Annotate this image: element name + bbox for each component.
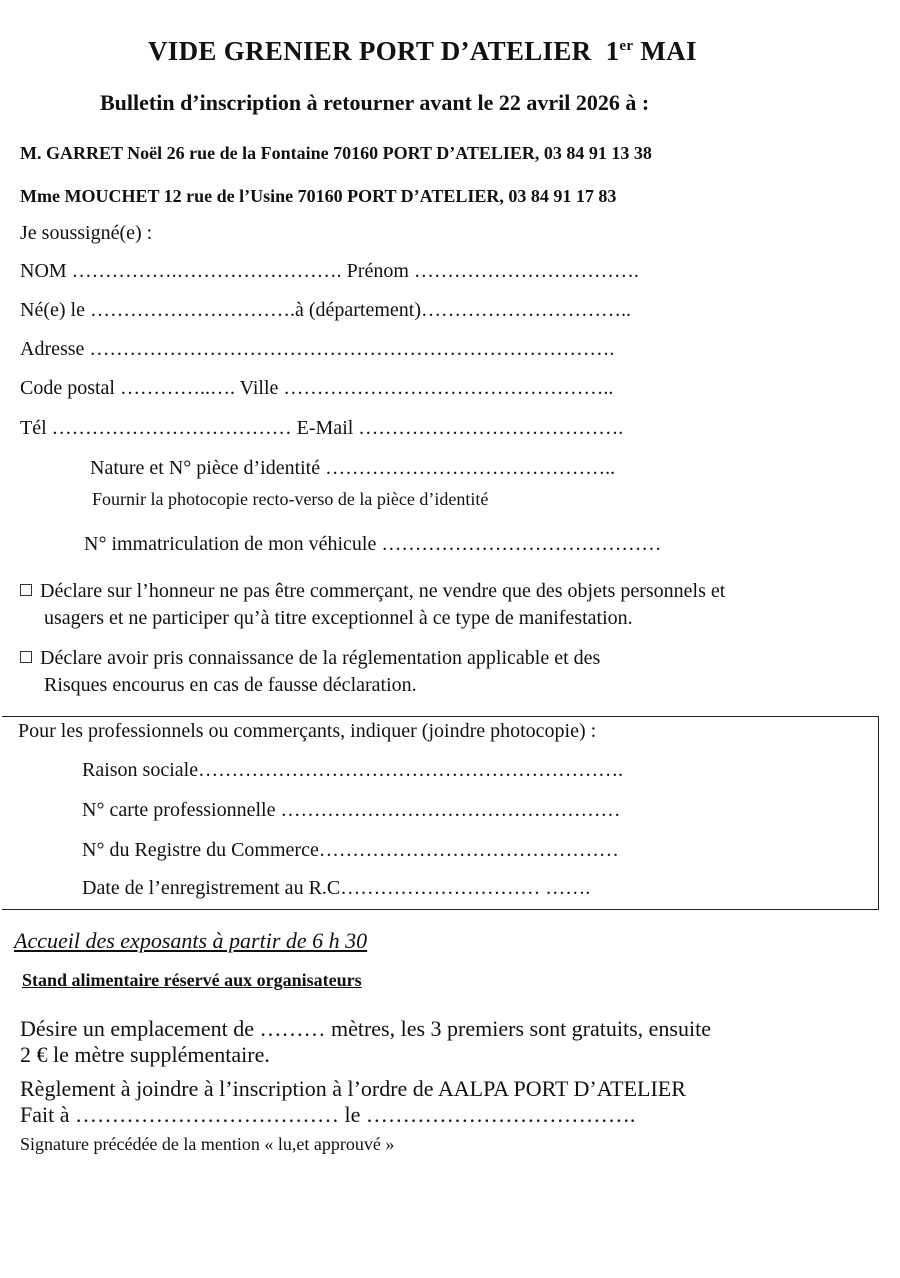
emplacement-line1: Désire un emplacement de ……… mètres, les 3 premiers sont gratuits, ensuite: [20, 1016, 711, 1041]
contact-line-2: Mme MOUCHET 12 rue de l’Usine 70160 PORT D’ATELIER, 03 84 91 17 83: [20, 186, 617, 206]
adresse-field[interactable]: Adresse …………………………………………………………………….: [20, 338, 615, 360]
code-postal-ville-field[interactable]: Code postal …………..…. Ville …………………………………………..: [20, 377, 614, 399]
nom-prenom-field[interactable]: NOM …………….……………………. Prénom …………………………….: [20, 260, 639, 282]
signature-note: Signature précédée de la mention « lu,et approuvé »: [20, 1134, 395, 1154]
immatriculation-field[interactable]: N° immatriculation de mon véhicule ……………………………………: [84, 533, 662, 555]
declaration-1-line1: Déclare sur l’honneur ne pas être commerçant, ne vendre que des objets personnels et: [40, 580, 726, 602]
naissance-field[interactable]: Né(e) le ………………………….à (département)…………………………..: [20, 299, 631, 321]
emplacement-text[interactable]: [20, 1016, 711, 1068]
identite-field[interactable]: Nature et N° pièce d’identité ……………………………………..: [90, 457, 616, 479]
date-rc-field[interactable]: Date de l’enregistrement au R.C………………………… …….: [82, 877, 591, 899]
title-day: 1: [605, 36, 620, 66]
declaration-1-line2: usagers et ne participer qu’à titre exceptionnel à ce type de manifestation.: [44, 607, 633, 629]
title-text: VIDE GRENIER PORT D’ATELIER: [148, 36, 592, 66]
stand-note: Stand alimentaire réservé aux organisateurs: [22, 970, 362, 990]
fait-field[interactable]: Fait à ……………………………… le ……………………………….: [20, 1102, 636, 1127]
reglement-text: Règlement à joindre à l’inscription à l’ordre de AALPA PORT D’ATELIER: [20, 1076, 686, 1101]
registre-commerce-field[interactable]: N° du Registre du Commerce………………………………………: [82, 839, 619, 861]
declaration-2-line1: Déclare avoir pris connaissance de la réglementation applicable et des: [40, 647, 601, 669]
tel-email-field[interactable]: Tél ……………………………… E-Mail ………………………………….: [20, 417, 624, 439]
identite-note: Fournir la photocopie recto-verso de la pièce d’identité: [92, 489, 489, 509]
declaration-2-checkbox[interactable]: [20, 651, 32, 663]
declaration-1: [20, 578, 725, 632]
subtitle: Bulletin d’inscription à retourner avant le 22 avril 2026 à :: [100, 90, 650, 115]
title-ordinal: er: [619, 38, 634, 54]
raison-sociale-field[interactable]: Raison sociale……………………………………………………….: [82, 759, 624, 781]
intro-text: Je soussigné(e) :: [20, 222, 153, 244]
title-month: MAI: [640, 36, 697, 66]
contact-line-1: M. GARRET Noël 26 rue de la Fontaine 70160 PORT D’ATELIER, 03 84 91 13 38: [20, 143, 652, 163]
declaration-1-checkbox[interactable]: [20, 584, 32, 596]
declaration-2: [20, 645, 600, 699]
declaration-2-line2: Risques encourus en cas de fausse déclaration.: [44, 674, 417, 696]
emplacement-line2: 2 € le mètre supplémentaire.: [20, 1042, 270, 1067]
page-title: [148, 36, 697, 67]
pro-heading: Pour les professionnels ou commerçants, indiquer (joindre photocopie) :: [18, 720, 597, 742]
accueil-note: Accueil des exposants à partir de 6 h 30: [14, 928, 368, 953]
carte-pro-field[interactable]: N° carte professionnelle ……………………………………………: [82, 799, 621, 821]
